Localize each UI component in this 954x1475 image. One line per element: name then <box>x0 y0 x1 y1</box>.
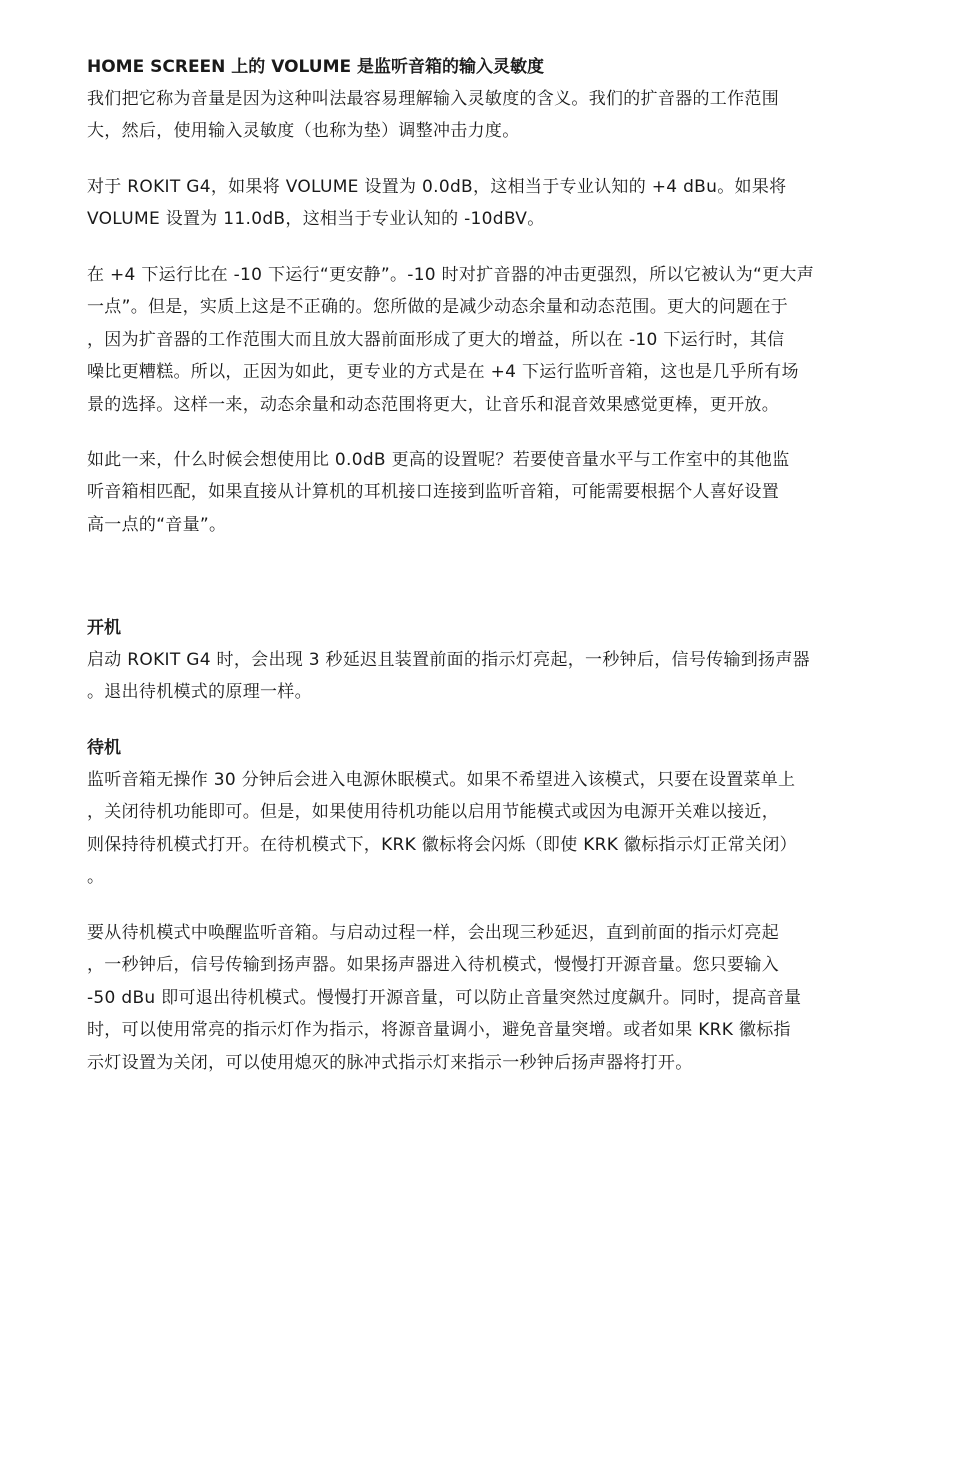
paragraph-standby-intro <box>87 764 869 894</box>
text-line: 监听音箱无操作 30 分钟后会进入电源休眠模式。如果不希望进入该模式，只要在设置菜单上 <box>87 770 796 790</box>
text-line: 启动 ROKIT G4 时，会出现 3 秒延迟且装置前面的指示灯亮起，一秒钟后，信号传输到扬声器 <box>87 650 810 670</box>
paragraph-volume-levels <box>87 259 869 421</box>
section-heading-volume: HOME SCREEN 上的 VOLUME 是监听音箱的输入灵敏度 <box>87 57 545 77</box>
text-line: 则保持待机模式打开。在待机模式下，KRK 徽标将会闪烁（即使 KRK 徽标指示灯正常关闭） <box>87 834 797 855</box>
text-line: 在 +4 下运行比在 -10 下运行“更安静”。-10 时对扩音器的冲击更强烈，所以它被认为“更大声 <box>87 265 815 285</box>
text-line: 时，可以使用常亮的指示灯作为指示，将源音量调小，避免音量突增。或者如果 KRK 徽标指 <box>87 1020 791 1041</box>
paragraph-power-on <box>87 644 869 709</box>
paragraph-standby-wake <box>87 917 869 1079</box>
text-line: 。退出待机模式的原理一样。 <box>87 682 312 703</box>
section-heading-power-on: 开机 <box>87 618 121 638</box>
text-line: 听音箱相匹配，如果直接从计算机的耳机接口连接到监听音箱，可能需要根据个人喜好设置 <box>87 482 779 503</box>
text-line: -50 dBu 即可退出待机模式。慢慢打开源音量，可以防止音量突然过度飙升。同时，提高音量 <box>87 987 802 1008</box>
paragraph-volume-rokit <box>87 171 869 236</box>
text-line: 一点”。但是，实质上这是不正确的。您所做的是减少动态余量和动态范围。更大的问题在于 <box>87 297 789 318</box>
text-line: 高一点的“音量”。 <box>87 514 227 535</box>
text-line: ，因为扩音器的工作范围大而且放大器前面形成了更大的增益，所以在 -10 下运行时，其信 <box>87 329 785 350</box>
text-line: 示灯设置为关闭，可以使用熄灭的脉冲式指示灯来指示一秒钟后扬声器将打开。 <box>87 1052 693 1073</box>
paragraph-volume-higher <box>87 444 869 541</box>
text-line: 要从待机模式中唤醒监听音箱。与启动过程一样，会出现三秒延迟，直到前面的指示灯亮起 <box>87 923 779 943</box>
section-heading-standby: 待机 <box>87 738 121 758</box>
text-line: VOLUME 设置为 11.0dB，这相当于专业认知的 -10dBV。 <box>87 209 545 230</box>
text-line: 大，然后，使用输入灵敏度（也称为垫）调整冲击力度。 <box>87 121 520 142</box>
text-line: 如此一来，什么时候会想使用比 0.0dB 更高的设置呢？若要使音量水平与工作室中的其他监 <box>87 450 790 470</box>
text-line: 对于 ROKIT G4，如果将 VOLUME 设置为 0.0dB，这相当于专业认知的 +4 dBu。如果将 <box>87 177 787 197</box>
text-line: 噪比更糟糕。所以，正因为如此，更专业的方式是在 +4 下运行监听音箱，这也是几乎所有场 <box>87 362 799 383</box>
paragraph-volume-intro <box>87 83 869 148</box>
text-line: 景的选择。这样一来，动态余量和动态范围将更大，让音乐和混音效果感觉更棒，更开放。 <box>87 394 779 415</box>
text-line: ，一秒钟后，信号传输到扬声器。如果扬声器进入待机模式，慢慢打开源音量。您只要输入 <box>87 955 779 976</box>
text-line: 。 <box>87 867 105 888</box>
text-line: ，关闭待机功能即可。但是，如果使用待机功能以启用节能模式或因为电源开关难以接近， <box>87 802 779 823</box>
text-line: 我们把它称为音量是因为这种叫法最容易理解输入灵敏度的含义。我们的扩音器的工作范围 <box>87 89 779 109</box>
